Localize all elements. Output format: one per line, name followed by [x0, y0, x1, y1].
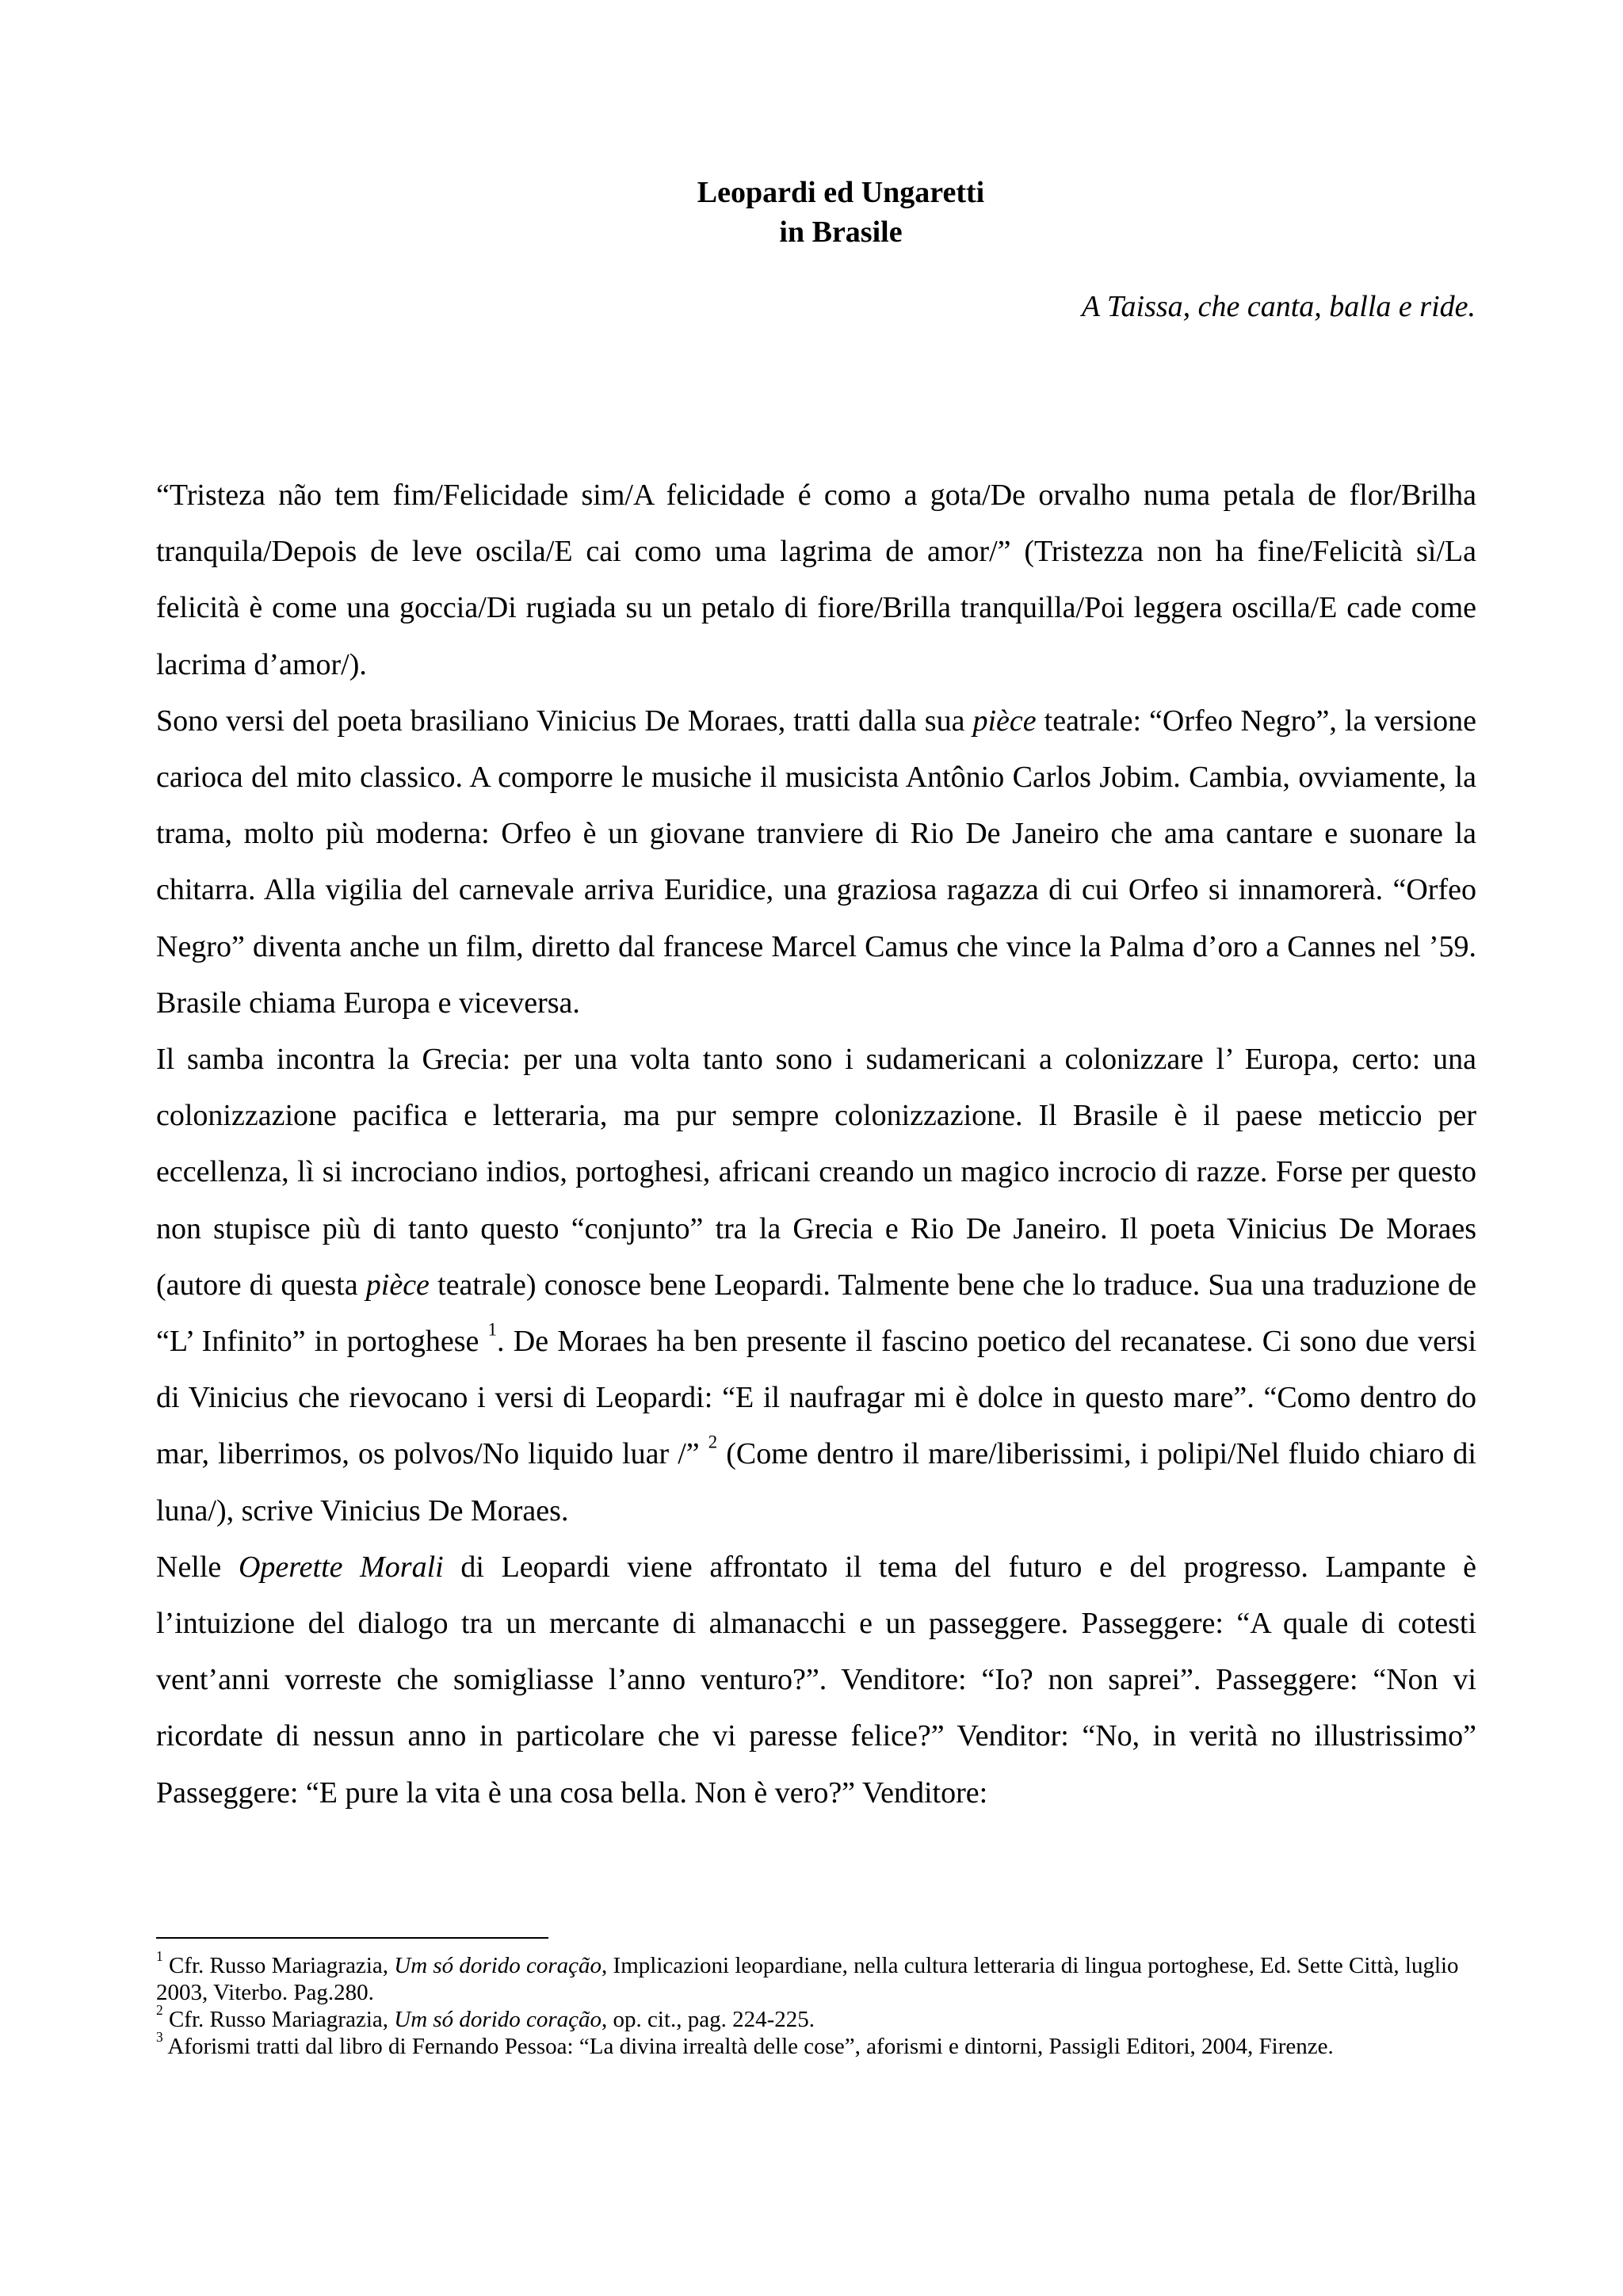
- footnote-ref-1[interactable]: 1: [487, 1319, 498, 1340]
- paragraph-4: Nelle Operette Morali di Leopardi viene affrontato il tema del futuro e del progresso. Lampante è l’intuizione del dialogo tra un mercante di almanacchi e un passeggere. Passeggere: “A quale di cotesti vent’anni vorreste che somigliasse l’anno venturo?”. Venditore: “Io? non saprei”. Passeggere: “Non vi ricordate di nessun anno in particolare che vi paresse felice?” Venditor: “No, in verità no illustrissimo” Passeggere: “E pure la vita è una cosa bella. Non è vero?” Venditore:: [156, 1550, 1477, 1810]
- paragraph-3: Il samba incontra la Grecia: per una volta tanto sono i sudamericani a colonizzare l’ Europa, certo: una colonizzazione pacifica e letteraria, ma pur sempre colonizzazione. Il Brasile è il paese meticcio per eccellenza, lì si incrociano indios, portoghesi, africani creando un magico incrocio di razze. Forse per questo non stupisce più di tanto questo “conjunto” tra la Grecia e Rio De Janeiro. Il poeta Vinicius De Moraes (autore di questa pièce teatrale) conosce bene Leopardi. Talmente bene che lo traduce. Sua una traduzione de “L’ Infinito” in portoghese $^1$. De Moraes ha ben presente il fascino poetico del recanatese. Ci sono due versi di Vinicius che rievocano i versi di Leopardi: “E il naufragar mi è dolce in questo mare”. “Como dentro do mar, liberrimos, os polvos/No liquido luar /” $^2$ (Come dentro il mare/liberissimi, i polipi/Nel fluido chiaro di luna/), scrive Vinicius De Moraes.: [156, 1043, 1477, 1527]
- footnote-ref-2[interactable]: 2: [708, 1432, 718, 1453]
- body-text: [156, 467, 1476, 1821]
- title-line-1: Leopardi ed Ungaretti: [697, 176, 985, 209]
- footnote-number: 2: [156, 2002, 163, 2019]
- footnote-number: 1: [156, 1948, 163, 1965]
- italic-term: pièce: [365, 1268, 430, 1302]
- title-line-2: in Brasile: [779, 215, 903, 249]
- footnote-2: $^2$ Cfr. Russo Mariagrazia, Um só dorido coração, op. cit., pag. 224-225.: [156, 2002, 815, 2032]
- italic-title: Operette Morali: [238, 1550, 444, 1584]
- footnote-3: $^3$ Aforismi tratti dal libro di Fernando Pessoa: “La divina irrealtà delle cose”, aforismi e dintorni, Passigli Editori, 2004, Firenze.: [156, 2029, 1334, 2059]
- paragraph-1: “Tristeza não tem fim/Felicidade sim/A felicidade é como a gota/De orvalho numa petala de flor/Brilha tranquila/Depois de leve oscila/E cai como uma lagrima de amor/” (Tristezza non ha fine/Felicità sì/La felicità è come una goccia/Di rugiada su un petalo di fiore/Brilla tranquilla/Poi leggera oscilla/E cade come lacrima d’amor/).: [156, 479, 1476, 681]
- italic-term: pièce: [972, 704, 1037, 738]
- page-title: [0, 173, 1623, 252]
- dedication: A Taissa, che canta, balla e ride.: [1081, 290, 1476, 323]
- paragraph-2: Sono versi del poeta brasiliano Vinicius De Moraes, tratti dalla sua pièce teatrale: “Orfeo Negro”, la versione carioca del mito classico. A comporre le musiche il musicista Antônio Carlos Jobim. Cambia, ovviamente, la trama, molto più moderna: Orfeo è un giovane tranviere di Rio De Janeiro che ama cantare e suonare la chitarra. Alla vigilia del carnevale arriva Euridice, una graziosa ragazza di cui Orfeo si innamorerà. “Orfeo Negro” diventa anche un film, diretto dal francese Marcel Camus che vince la Palma d’oro a Cannes nel ’59. Brasile chiama Europa e viceversa.: [156, 704, 1476, 1020]
- footnote-number: 3: [156, 2029, 163, 2046]
- footnote-1: $^1$ Cfr. Russo Mariagrazia, Um só dorido coração, Implicazioni leopardiane, nella cultura letteraria di lingua portoghese, Ed. Sette Città, luglio 2003, Viterbo. Pag.280.: [156, 1948, 1459, 2005]
- footnotes: [156, 1948, 1476, 2060]
- footnote-separator: [156, 1937, 548, 1939]
